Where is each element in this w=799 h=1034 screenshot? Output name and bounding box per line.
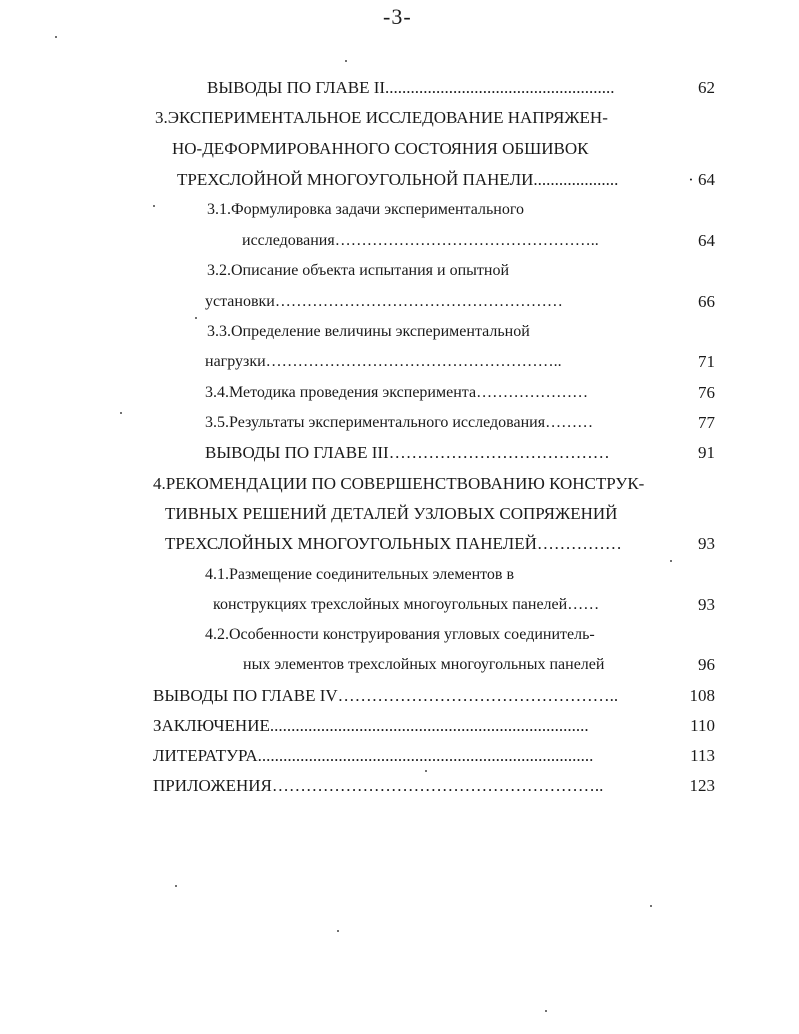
- toc-entry-page: 91: [698, 443, 715, 462]
- toc-entry-text: 3.2.Описание объекта испытания и опытной: [207, 262, 510, 279]
- toc-entry-text: 3.4.Методика проведения эксперимента…………………: [205, 384, 589, 401]
- toc-entry-text: 3.5.Результаты экспериментального исследования………: [205, 414, 594, 431]
- toc-entry-text: ТИВНЫХ РЕШЕНИЙ ДЕТАЛЕЙ УЗЛОВЫХ СОПРЯЖЕНИЙ: [165, 504, 618, 523]
- toc-entry-page: 108: [689, 686, 715, 705]
- scan-speck: [650, 905, 652, 907]
- toc-entry-text: ных элементов трехслойных многоугольных панелей: [243, 656, 605, 673]
- toc-entry-text: 4.РЕКОМЕНДАЦИИ ПО СОВЕРШЕНСТВОВАНИЮ КОНСТРУК-: [153, 474, 645, 493]
- toc-entry-text: ТРЕХСЛОЙНЫХ МНОГОУГОЛЬНЫХ ПАНЕЛЕЙ……………: [165, 534, 622, 553]
- toc-entry-text: ТРЕХСЛОЙНОЙ МНОГОУГОЛЬНОЙ ПАНЕЛИ....................: [177, 170, 619, 189]
- toc-entry-text: ВЫВОДЫ ПО ГЛАВЕ III…………………………………: [205, 443, 610, 462]
- toc-entry-text: ЗАКЛЮЧЕНИЕ...........................................................................: [153, 716, 589, 735]
- scan-speck: [670, 560, 672, 562]
- toc-entry-page: 62: [698, 78, 715, 97]
- toc-entry-page: · 64: [688, 170, 715, 189]
- scan-speck: [195, 317, 197, 319]
- toc-entry-text: НО-ДЕФОРМИРОВАННОГО СОСТОЯНИЯ ОБШИВОК: [172, 139, 589, 158]
- scan-speck: [175, 885, 177, 887]
- toc-entry-page: 66: [698, 292, 715, 311]
- toc-entry-page: 77: [698, 413, 715, 432]
- toc-entry-text: ВЫВОДЫ ПО ГЛАВЕ II......................................................: [207, 78, 615, 97]
- toc-entry-text: ЛИТЕРАТУРА...............................................................................: [153, 746, 594, 765]
- scan-speck: [345, 60, 347, 62]
- toc-entry-page: 96: [698, 655, 715, 674]
- toc-entry-text: исследования…………………………………………..: [242, 232, 599, 249]
- toc-entry-page: 93: [698, 595, 715, 614]
- toc-entry-page: 76: [698, 383, 715, 402]
- toc-entry-text: 4.2.Особенности конструирования угловых соединитель-: [205, 626, 595, 643]
- scan-speck: [545, 1010, 547, 1012]
- scan-speck: [55, 36, 57, 38]
- toc-entry-text: конструкциях трехслойных многоугольных панелей……: [213, 596, 600, 613]
- toc-entry-page: 64: [698, 231, 715, 250]
- toc-entry-text: 3.3.Определение величины экспериментальной: [207, 323, 530, 340]
- toc-entry-text: 4.1.Размещение соединительных элементов в: [205, 566, 515, 583]
- toc-entry-page: 113: [690, 746, 715, 765]
- toc-entry-text: 3.ЭКСПЕРИМЕНТАЛЬНОЕ ИССЛЕДОВАНИЕ НАПРЯЖЕН-: [155, 108, 608, 127]
- scan-speck: [425, 770, 427, 772]
- toc-entry-text: 3.1.Формулировка задачи экспериментального: [207, 201, 524, 218]
- toc-entry-page: 71: [698, 352, 715, 371]
- toc-entry-page: 110: [690, 716, 715, 735]
- toc-entry-text: ВЫВОДЫ ПО ГЛАВЕ IV…………………………………………..: [153, 686, 619, 705]
- scan-speck: [120, 412, 122, 414]
- scan-speck: [153, 205, 155, 207]
- page-number: -3-: [383, 4, 412, 29]
- scan-speck: [337, 930, 339, 932]
- toc-entry-text: нагрузки………………………………………………..: [205, 353, 562, 370]
- toc-entry-page: 123: [689, 776, 715, 795]
- toc-entry-text: ПРИЛОЖЕНИЯ…………………………………………………..: [153, 776, 604, 795]
- toc-entry-text: установки………………………………………………: [205, 293, 563, 310]
- toc-entry-page: 93: [698, 534, 715, 553]
